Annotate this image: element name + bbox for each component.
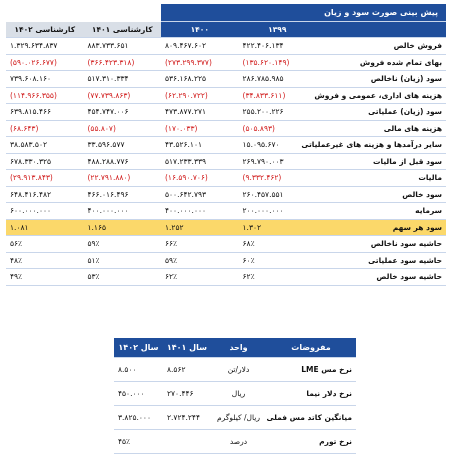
row-value: ۱.۳۰۲	[239, 219, 317, 236]
assumption-value-1401	[163, 430, 211, 454]
assumption-unit: دلار/تن	[211, 358, 266, 382]
table-row	[6, 203, 446, 220]
row-value: ۴۳.۵۲۶.۱۰۱	[161, 137, 239, 154]
profit-loss-table	[6, 4, 446, 286]
assumption-value-1401: ۸.۵۶۲	[163, 358, 211, 382]
year-header: کارشناسی ۱۴۰۱	[84, 22, 162, 38]
row-value: ۴۰۰.۰۰۰.۰۰۰	[161, 203, 239, 220]
row-value: ۴۹٪	[6, 269, 84, 286]
row-value: (۲۹.۹۱۳.۸۴۳)	[6, 170, 84, 187]
assumptions-header: سال ۱۴۰۱	[163, 338, 211, 358]
assumptions-header: واحد	[211, 338, 266, 358]
table-row	[6, 71, 446, 88]
row-label: سود (زیان) ناخالص	[316, 71, 446, 88]
row-value: ۵۱۷.۲۳۳.۳۳۹	[161, 153, 239, 170]
row-value: (۵۵.۸۰۷)	[84, 120, 162, 137]
row-label: سود هر سهم	[316, 219, 446, 236]
row-label: حاشیه سود عملیاتی	[316, 252, 446, 269]
row-value: ۶۳۹.۸۱۵.۴۶۶	[6, 104, 84, 121]
row-value: (۲۲.۷۹۱.۸۸۰)	[84, 170, 162, 187]
row-value: (۱۷۰.۰۳۳)	[161, 120, 239, 137]
table-row	[6, 186, 446, 203]
table-title-row	[6, 4, 446, 22]
assumption-label: میانگین کاتد مس فملی	[266, 406, 356, 430]
assumptions-header-row	[114, 338, 356, 358]
row-value: ۵۹٪	[84, 236, 162, 253]
table-row	[6, 54, 446, 71]
row-label: هزینه های اداری، عمومی و فروش	[316, 87, 446, 104]
row-value: ۲۸۶.۷۸۵.۹۸۵	[239, 71, 317, 88]
assumption-unit: ریال/ کیلوگرم	[211, 406, 266, 430]
assumption-row	[114, 406, 356, 430]
assumptions-table	[114, 338, 356, 454]
row-value: ۱۵.۰۹۵.۶۷۰	[239, 137, 317, 154]
row-value: ۵۳٪	[84, 269, 162, 286]
year-header: ۱۴۰۰	[161, 22, 239, 38]
row-value: (۵۹۰.۰۲۶.۶۷۷)	[6, 54, 84, 71]
row-label: فروش خالص	[316, 38, 446, 55]
row-value: ۱.۳۲۹.۶۳۴.۸۳۷	[6, 38, 84, 55]
row-value: ۲۶۰.۴۵۷.۵۵۱	[239, 186, 317, 203]
assumption-label: نرخ مس LME	[266, 358, 356, 382]
row-value: (۱۳۵.۶۲۰.۱۴۹)	[239, 54, 317, 71]
assumption-unit: ریال	[211, 382, 266, 406]
year-header: ۱۳۹۹	[239, 22, 317, 38]
row-label: سایر درآمدها و هزینه های غیرعملیاتی	[316, 137, 446, 154]
row-value: ۵۳۶.۱۶۸.۲۲۵	[161, 71, 239, 88]
row-value: (۱۶.۵۹۰.۷۰۶)	[161, 170, 239, 187]
table-row	[6, 236, 446, 253]
row-value: ۴۸٪	[6, 252, 84, 269]
assumption-label: نرخ دلار نیما	[266, 382, 356, 406]
assumption-row	[114, 358, 356, 382]
assumption-value-1402: ۴۵٪	[114, 430, 163, 454]
row-value: ۶۶٪	[161, 236, 239, 253]
assumption-unit: درصد	[211, 430, 266, 454]
table-row	[6, 219, 446, 236]
assumptions-header: سال ۱۴۰۲	[114, 338, 163, 358]
row-label: سود (زیان) عملیاتی	[316, 104, 446, 121]
row-value: ۳۸.۵۸۳.۵۰۲	[6, 137, 84, 154]
row-value: ۶۷۸.۳۳۰.۳۲۵	[6, 153, 84, 170]
row-value: ۴۵۴.۷۴۷.۰۰۶	[84, 104, 162, 121]
row-value: ۴۸۸.۲۸۸.۷۷۶	[84, 153, 162, 170]
assumptions-header: مفروضات	[266, 338, 356, 358]
row-value: ۱.۱۶۵	[84, 219, 162, 236]
row-label: سود قبل از مالیات	[316, 153, 446, 170]
table-row	[6, 137, 446, 154]
row-value: ۵۹٪	[161, 252, 239, 269]
year-header-row	[6, 22, 446, 38]
table-row	[6, 170, 446, 187]
row-value: ۶۰٪	[239, 252, 317, 269]
row-value: ۵۶٪	[6, 236, 84, 253]
row-value: ۴۰۰.۰۰۰.۰۰۰	[84, 203, 162, 220]
row-label: هزینه های مالی	[316, 120, 446, 137]
assumption-value-1401: ۲۷۰.۴۴۶	[163, 382, 211, 406]
row-value: ۶۴۸.۴۱۶.۴۸۲	[6, 186, 84, 203]
row-value: ۵۰۰.۶۴۲.۷۹۳	[161, 186, 239, 203]
row-value: (۶۲.۲۹۰.۷۲۲)	[161, 87, 239, 104]
row-value: ۸۰۹.۴۶۷.۶۰۲	[161, 38, 239, 55]
assumption-label: نرخ تورم	[266, 430, 356, 454]
row-value: (۷۷.۷۳۹.۸۶۳)	[84, 87, 162, 104]
row-value: (۲۷۳.۲۹۹.۳۷۷)	[161, 54, 239, 71]
row-value: ۱.۲۵۲	[161, 219, 239, 236]
year-header: کارشناسی ۱۴۰۲	[6, 22, 84, 38]
row-value: ۲۵۵.۲۰۰.۲۲۶	[239, 104, 317, 121]
row-value: (۶۸.۶۴۳)	[6, 120, 84, 137]
row-value: ۶۲٪	[161, 269, 239, 286]
table-title: پیش بینی صورت سود و زیان	[161, 4, 446, 22]
row-value: ۶۲٪	[239, 269, 317, 286]
row-value: (۵۰۵.۸۹۳)	[239, 120, 317, 137]
table-row	[6, 269, 446, 286]
row-label: سرمایه	[316, 203, 446, 220]
row-value: ۶۰۰.۰۰۰.۰۰۰	[6, 203, 84, 220]
assumption-value-1402: ۸.۵۰۰	[114, 358, 163, 382]
row-value: ۴۲۲.۴۰۶.۱۳۴	[239, 38, 317, 55]
row-value: ۸۸۳.۷۳۳.۶۵۱	[84, 38, 162, 55]
row-value: ۷۳۹.۶۰۸.۱۶۰	[6, 71, 84, 88]
table-row	[6, 120, 446, 137]
assumption-value-1402: ۴۵۰.۰۰۰	[114, 382, 163, 406]
row-value: (۱۱۴.۹۶۶.۳۵۵)	[6, 87, 84, 104]
table-row	[6, 252, 446, 269]
assumption-value-1402: ۳.۸۲۵.۰۰۰	[114, 406, 163, 430]
row-label: حاشیه سود خالص	[316, 269, 446, 286]
table-row	[6, 38, 446, 55]
row-value: ۵۱٪	[84, 252, 162, 269]
assumption-row	[114, 382, 356, 406]
table-row	[6, 104, 446, 121]
row-label: مالیات	[316, 170, 446, 187]
row-value: ۳۳.۵۹۶.۵۷۷	[84, 137, 162, 154]
row-value: (۳۴.۸۳۳.۶۱۱)	[239, 87, 317, 104]
row-value: ۲۰۰.۰۰۰.۰۰۰	[239, 203, 317, 220]
row-value: (۳۶۶.۴۲۳.۳۱۸)	[84, 54, 162, 71]
table-row	[6, 87, 446, 104]
row-value: (۹.۳۳۲.۴۶۲)	[239, 170, 317, 187]
row-label: حاشیه سود ناخالص	[316, 236, 446, 253]
assumption-row	[114, 430, 356, 454]
row-value: ۲۶۹.۷۹۰.۰۰۳	[239, 153, 317, 170]
row-value: ۴۷۳.۸۷۷.۲۷۱	[161, 104, 239, 121]
table-row	[6, 153, 446, 170]
row-value: ۶۸٪	[239, 236, 317, 253]
row-value: ۵۱۷.۳۱۰.۳۳۴	[84, 71, 162, 88]
assumption-value-1401: ۲.۷۲۴.۲۴۴	[163, 406, 211, 430]
row-label: بهای تمام شده فروش	[316, 54, 446, 71]
row-value: ۱.۰۸۱	[6, 219, 84, 236]
row-label: سود خالص	[316, 186, 446, 203]
row-value: ۴۶۶.۰۱۶.۴۹۶	[84, 186, 162, 203]
